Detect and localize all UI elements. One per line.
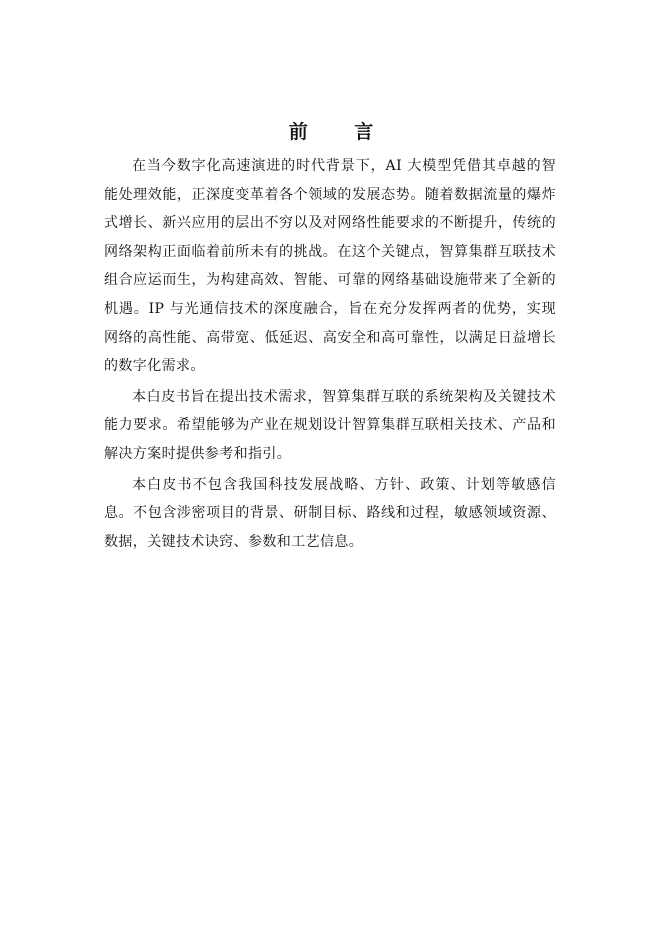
paragraph-disclaimer: 本白皮书不包含我国科技发展战略、方针、政策、计划等敏感信息。不包含涉密项目的背景、研制目标、路线和过程，敏感领域资源、数据，关键技术诀窍、参数和工艺信息。 xyxy=(104,476,556,550)
document-body xyxy=(104,152,556,558)
paragraph-background: 在当今数字化高速演进的时代背景下，AI 大模型凭借其卓越的智能处理效能，正深度变革着各个领域的发展态势。随着数据流量的爆炸式增长、新兴应用的层出不穷以及对网络性能要求的不断提升，传统的网络架构正面临着前所未有的挑战。在这个关键点，智算集群互联技术组合应运而生，为构建高效、智能、可靠的网络基础设施带来了全新的机遇。IP 与光通信技术的深度融合，旨在充分发挥两者的优势，实现网络的高性能、高带宽、低延迟、高安全和高可靠性，以满足日益增长的数字化需求。 xyxy=(104,158,556,375)
page-title: 前 言 xyxy=(288,121,394,143)
paragraph-purpose: 本白皮书旨在提出技术需求，智算集群互联的系统架构及关键技术能力要求。希望能够为产业在规划设计智算集群互联相关技术、产品和解决方案时提供参考和指引。 xyxy=(104,388,556,462)
